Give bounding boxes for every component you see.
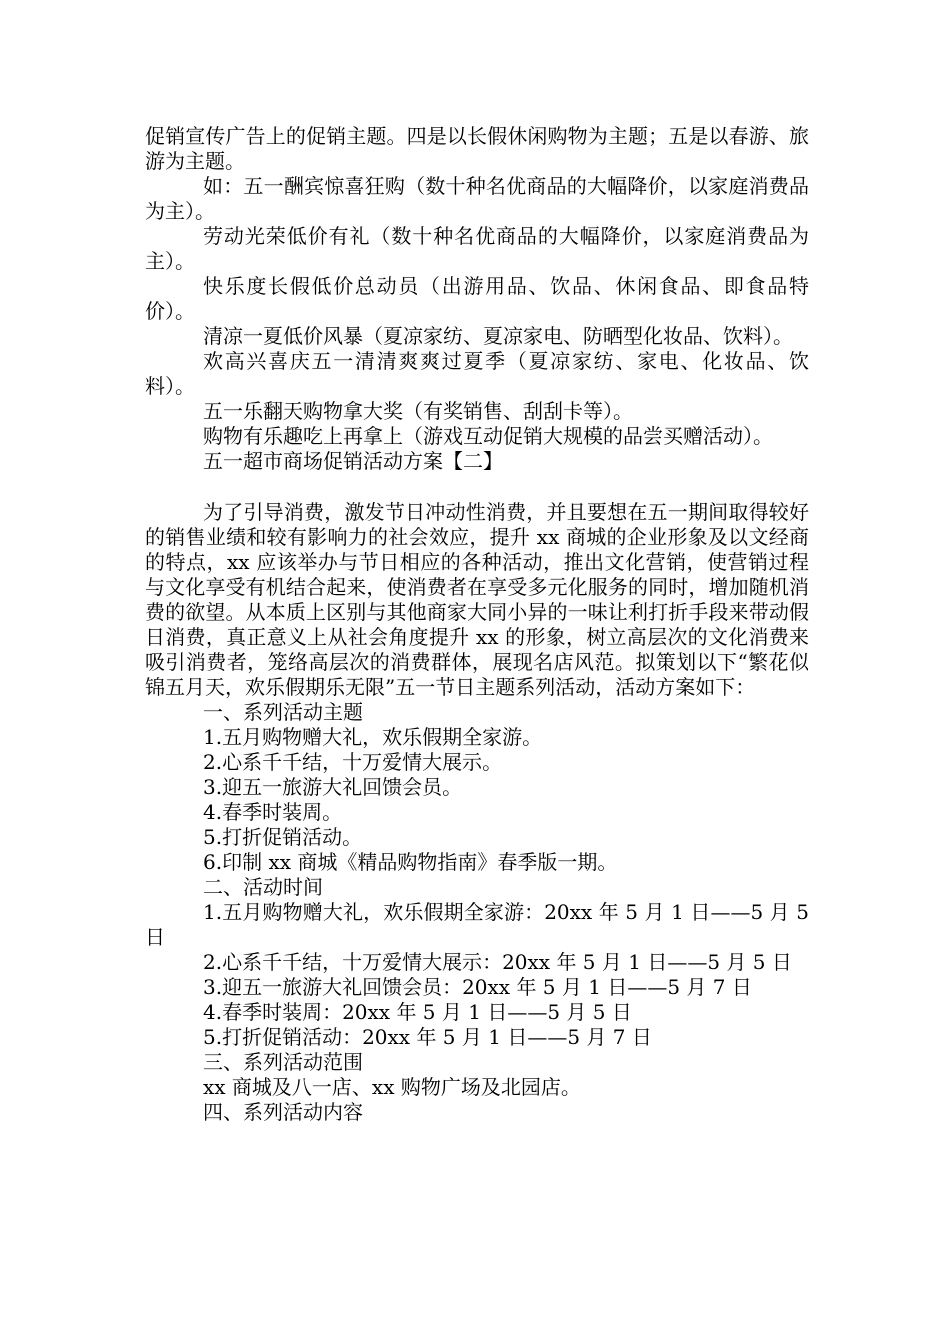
time-item: 1.五月购物赠大礼，欢乐假期全家游：20xx 年 5 月 1 日——5 月 5 日 — [145, 900, 809, 949]
theme-item: 3.迎五一旅游大礼回馈会员。 — [203, 775, 463, 799]
heading-themes: 一、系列活动主题 — [203, 700, 363, 724]
paragraph: 购物有乐趣吃上再拿上（游戏互动促销大规模的品尝买赠活动）。 — [203, 424, 773, 448]
time-item: 3.迎五一旅游大礼回馈会员：20xx 年 5 月 1 日——5 月 7 日 — [203, 975, 752, 999]
paragraph: 如：五一酬宾惊喜狂购（数十种名优商品的大幅降价，以家庭消费品为主）。 — [145, 174, 809, 223]
intro-paragraph: 为了引导消费，激发节日冲动性消费，并且要想在五一期间取得较好的销售业绩和较有影响力的社会效应，提升 xx 商城的企业形象及以文经商的特点，xx 应该举办与节日相应的各种活动，推出文化营销，使营销过程与文化享受有机结合起来，使消费者在享受多元化服务的同时，增加随机消费的欲望。从本质上区别与其他商家大同小异的一味让利打折手段来带动假日消费，真正意义上从社会角度提升 xx 的形象，树立高层次的文化消费来吸引消费者，笼络高层次的消费群体，展现名店风范。拟策划以下“繁花似锦五月天，欢乐假期乐无限”五一节日主题系列活动，活动方案如下： — [145, 500, 809, 699]
paragraph: 欢高兴喜庆五一清清爽爽过夏季（夏凉家纺、家电、化妆品、饮料）。 — [145, 349, 809, 398]
heading-scope: 三、系列活动范围 — [203, 1050, 363, 1074]
heading-time: 二、活动时间 — [203, 875, 323, 899]
time-item: 4.春季时装周：20xx 年 5 月 1 日——5 月 5 日 — [203, 1000, 632, 1024]
theme-item: 4.春季时装周。 — [203, 800, 343, 824]
theme-item: 5.打折促销活动。 — [203, 825, 363, 849]
time-item: 2.心系千千结，十万爱情大展示：20xx 年 5 月 1 日——5 月 5 日 — [203, 950, 792, 974]
document-page — [145, 124, 809, 1125]
paragraph: 促销宣传广告上的促销主题。四是以长假休闲购物为主题；五是以春游、旅游为主题。 — [145, 124, 809, 173]
theme-item: 6.印制 xx 商城《精品购物指南》春季版一期。 — [203, 850, 618, 874]
scope-text: xx 商城及八一店、xx 购物广场及北园店。 — [203, 1075, 581, 1099]
paragraph: 快乐度长假低价总动员（出游用品、饮品、休闲食品、即食品特价）。 — [145, 274, 809, 323]
paragraph: 五一乐翻天购物拿大奖（有奖销售、刮刮卡等）。 — [203, 399, 633, 423]
heading-content: 四、系列活动内容 — [203, 1100, 363, 1124]
blank-line — [145, 474, 809, 500]
section-title: 五一超市商场促销活动方案【二】 — [203, 449, 503, 473]
theme-item: 1.五月购物赠大礼，欢乐假期全家游。 — [203, 725, 543, 749]
paragraph: 清凉一夏低价风暴（夏凉家纺、夏凉家电、防晒型化妆品、饮料）。 — [203, 324, 793, 348]
theme-item: 2.心系千千结，十万爱情大展示。 — [203, 750, 503, 774]
time-item: 5.打折促销活动：20xx 年 5 月 1 日——5 月 7 日 — [203, 1025, 652, 1049]
paragraph: 劳动光荣低价有礼（数十种名优商品的大幅降价，以家庭消费品为主）。 — [145, 224, 809, 273]
